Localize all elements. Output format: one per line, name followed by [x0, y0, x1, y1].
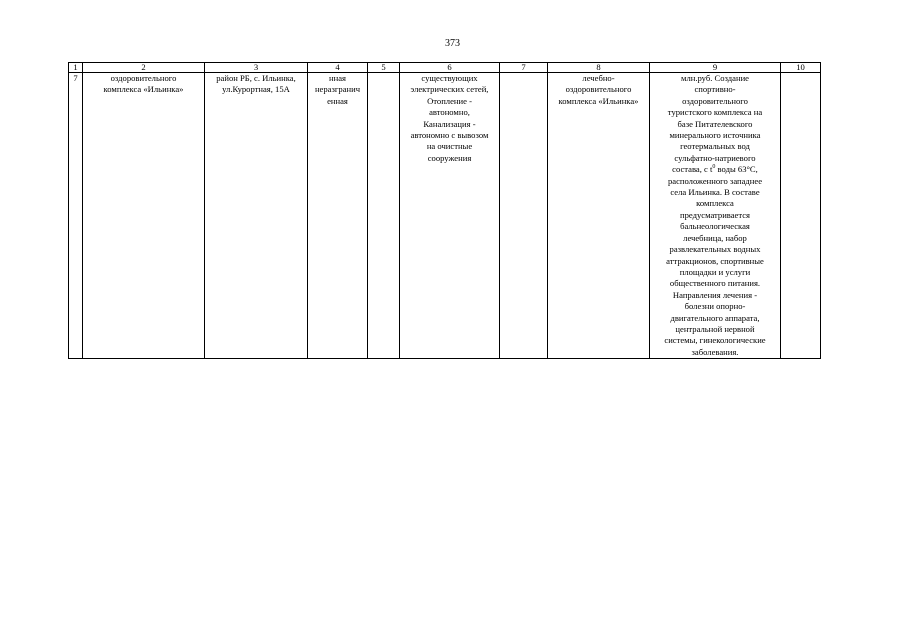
cell-text-line: 7 [73, 73, 78, 83]
cell-text-line: Направления лечения - [672, 289, 758, 300]
cell-text-line: центральной нервной [675, 323, 755, 334]
cell-text-line: аттракционов, спортивные [666, 255, 764, 266]
cell-col-10 [781, 73, 821, 359]
cell-text-line: енная [327, 95, 348, 106]
document-table [68, 62, 821, 359]
cell-text-line: оздоровительного [565, 84, 632, 95]
cell-text-line: двигательного аппарата, [670, 312, 760, 323]
cell-text-line: комплекса [696, 198, 734, 209]
cell-facility-type [548, 73, 650, 359]
cell-text-line: расположенного западнее [667, 175, 763, 186]
cell-col-5 [368, 73, 400, 359]
cell-text-line: Отопление - [427, 95, 472, 106]
cell-utilities [400, 73, 500, 359]
cell-text-line: заболевания. [691, 346, 739, 357]
cell-text-line: неразгранич [314, 84, 361, 95]
cell-object-name [83, 73, 205, 359]
temp-text-before: состава, с t [672, 164, 713, 175]
cell-text-line: туристского комплекса на [667, 107, 763, 118]
cell-text-line: оздоровительного [682, 95, 748, 106]
cell-text-line: базе Питателевского [677, 118, 753, 129]
cell-text-line: геотермальных вод [680, 141, 750, 152]
description-temperature-line [651, 164, 779, 175]
cell-text-line: минерального источника [669, 130, 761, 141]
table-row [69, 73, 821, 359]
temp-text-after: воды 63°С, [715, 164, 758, 175]
cell-text-line: ул.Курортная, 15А [222, 84, 290, 95]
cell-text-line: бальнеологическая [680, 221, 750, 232]
header-col-7: 7 [500, 63, 548, 73]
description-lines-bottom [651, 176, 779, 359]
header-col-1: 1 [69, 63, 83, 73]
header-col-2: 2 [83, 63, 205, 73]
cell-text-line: район РБ, с. Ильинка, [216, 73, 296, 83]
cell-text-line: нная [329, 73, 346, 83]
description-lines-top [651, 73, 779, 164]
cell-text-line: сульфатно-натриевого [674, 152, 756, 163]
header-col-4: 4 [308, 63, 368, 73]
cell-text-line: сооружения [427, 152, 472, 163]
header-col-10: 10 [781, 63, 821, 73]
cell-text-line: развлекательных водных [669, 244, 761, 255]
cell-text-line: предусматривается [679, 209, 750, 220]
cell-text-line: комплекса «Ильинка» [103, 84, 184, 95]
cell-text-line: спортивно- [694, 84, 736, 95]
cell-text-line: на очистные [426, 141, 473, 152]
header-col-5: 5 [368, 63, 400, 73]
page-number: 373 [445, 38, 460, 49]
cell-land-status [308, 73, 368, 359]
cell-text-line: автономно с вывозом [410, 130, 489, 141]
temp-superscript: 0 [712, 164, 716, 171]
cell-text-line: лечебница, набор [683, 232, 747, 243]
cell-text-line: Канализация - [423, 118, 476, 129]
cell-text-line: системы, гинекологические [664, 335, 766, 346]
cell-text-line: лечебно- [582, 73, 615, 83]
cell-location [205, 73, 308, 359]
cell-text-line: общественного питания. [669, 278, 761, 289]
cell-row-number [69, 73, 83, 359]
header-row [69, 63, 821, 73]
cell-text-line: автономно, [429, 107, 470, 118]
cell-text-line: существующих [421, 73, 478, 83]
table-header [69, 63, 821, 73]
header-col-6: 6 [400, 63, 500, 73]
cell-col-7 [500, 73, 548, 359]
cell-text-line: села Ильинка. В составе [670, 187, 760, 198]
cell-text-line: болезни опорно- [684, 301, 746, 312]
cell-text-line: комплекса «Ильинка» [558, 95, 639, 106]
cell-text-line: электрических сетей, [410, 84, 489, 95]
cell-description [650, 73, 781, 359]
cell-text-line: площадки и услуги [679, 266, 751, 277]
cell-text-line: оздоровительного [110, 73, 177, 83]
cell-text-line: млн.руб. Создание [681, 73, 749, 83]
header-col-8: 8 [548, 63, 650, 73]
header-col-3: 3 [205, 63, 308, 73]
header-col-9: 9 [650, 63, 781, 73]
